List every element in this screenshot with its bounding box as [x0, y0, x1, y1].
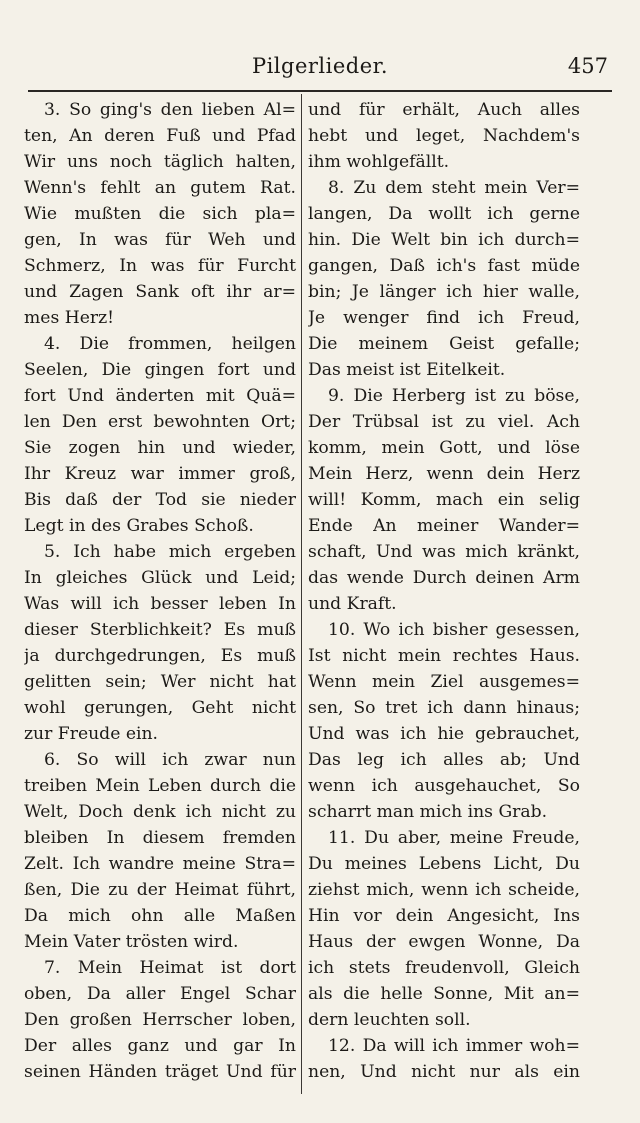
- text-line: ihm wohlgefällt.: [308, 152, 450, 172]
- text-line: 6. So will ich zwar nun: [44, 750, 296, 770]
- text-line: dieser Sterblichkeit? Es muß: [24, 620, 296, 640]
- text-line: wohl gerungen, Geht nicht: [24, 698, 296, 718]
- text-line: Der Trübsal ist zu viel. Ach: [308, 412, 580, 432]
- text-line: Die meinem Geist gefalle;: [308, 334, 580, 354]
- text-line: Hin vor dein Angesicht, Ins: [308, 906, 580, 926]
- left-column: [24, 97, 296, 1085]
- text-line: sen, So tret ich dann hinaus;: [308, 698, 580, 718]
- column-divider: [301, 94, 302, 1094]
- text-line: Das meist ist Eitelkeit.: [308, 360, 506, 380]
- text-line: nen, Und nicht nur als ein: [308, 1062, 580, 1082]
- text-line: als die helle Sonne, Mit an=: [308, 984, 580, 1004]
- text-line: Ist nicht mein rechtes Haus.: [308, 646, 580, 666]
- text-line: seinen Händen träget Und für: [24, 1062, 296, 1082]
- text-line: Zelt. Ich wandre meine Stra=: [24, 854, 296, 874]
- text-line: 11. Du aber, meine Freude,: [328, 828, 580, 848]
- text-line: Haus der ewgen Wonne, Da: [308, 932, 580, 952]
- right-column: [308, 97, 580, 1085]
- text-line: bleiben In diesem fremden: [24, 828, 296, 848]
- text-line: fort Und änderten mit Quä=: [24, 386, 296, 406]
- text-line: 10. Wo ich bisher gesessen,: [328, 620, 580, 640]
- text-line: will! Komm, mach ein selig: [308, 490, 580, 510]
- running-title: Pilgerlieder.: [251, 54, 389, 78]
- text-line: und Zagen Sank oft ihr ar=: [24, 282, 296, 302]
- text-line: Wenn's fehlt an gutem Rat.: [24, 178, 296, 198]
- text-line: ja durchgedrungen, Es muß: [24, 646, 296, 666]
- text-line: 9. Die Herberg ist zu böse,: [328, 386, 580, 406]
- text-line: gelitten sein; Wer nicht hat: [24, 672, 296, 692]
- text-line: mes Herz!: [24, 308, 115, 328]
- text-line: Wie mußten die sich pla=: [24, 204, 296, 224]
- text-line: Den großen Herrscher loben,: [24, 1010, 296, 1030]
- page-header: [28, 52, 612, 86]
- text-line: Mein Herz, wenn dein Herz: [308, 464, 580, 484]
- text-line: dern leuchten soll.: [308, 1010, 471, 1030]
- text-line: Sie zogen hin und wieder,: [24, 438, 296, 458]
- text-line: zur Freude ein.: [24, 724, 159, 744]
- text-line: Wir uns noch täglich halten,: [24, 152, 296, 172]
- text-line: ziehst mich, wenn ich scheide,: [308, 880, 580, 900]
- text-line: Seelen, Die gingen fort und: [24, 360, 296, 380]
- text-line: Bis daß der Tod sie nieder: [24, 490, 296, 510]
- text-line: Schmerz, In was für Furcht: [24, 256, 296, 276]
- page-number: 457: [567, 54, 608, 78]
- text-line: treiben Mein Leben durch die: [24, 776, 296, 796]
- text-line: Du meines Lebens Licht, Du: [308, 854, 580, 874]
- text-line: das wende Durch deinen Arm: [308, 568, 580, 588]
- text-line: Ende An meiner Wander=: [308, 516, 580, 536]
- text-line: komm, mein Gott, und löse: [308, 438, 580, 458]
- text-line: Mein Vater trösten wird.: [24, 932, 239, 952]
- text-line: 3. So ging's den lieben Al=: [44, 100, 296, 120]
- text-line: Ihr Kreuz war immer groß,: [24, 464, 296, 484]
- text-line: Da mich ohn alle Maßen: [24, 906, 296, 926]
- text-line: hebt und leget, Nachdem's: [308, 126, 580, 146]
- text-line: 4. Die frommen, heilgen: [44, 334, 296, 354]
- text-line: schaft, Und was mich kränkt,: [308, 542, 580, 562]
- text-line: Was will ich besser leben In: [24, 594, 296, 614]
- text-line: ich stets freudenvoll, Gleich: [308, 958, 580, 978]
- text-line: wenn ich ausgehauchet, So: [308, 776, 580, 796]
- text-line: Legt in des Grabes Schoß.: [24, 516, 254, 536]
- header-rule: [28, 90, 612, 92]
- text-line: bin; Je länger ich hier walle,: [308, 282, 580, 302]
- text-line: In gleiches Glück und Leid;: [24, 568, 296, 588]
- text-line: Der alles ganz und gar In: [24, 1036, 296, 1056]
- text-line: 12. Da will ich immer woh=: [328, 1036, 580, 1056]
- text-line: hin. Die Welt bin ich durch=: [308, 230, 580, 250]
- text-line: gen, In was für Weh und: [24, 230, 296, 250]
- text-line: scharrt man mich ins Grab.: [308, 802, 548, 822]
- text-line: ßen, Die zu der Heimat führt,: [24, 880, 296, 900]
- text-line: len Den erst bewohnten Ort;: [24, 412, 296, 432]
- text-line: Je wenger find ich Freud,: [308, 308, 580, 328]
- text-line: oben, Da aller Engel Schar: [24, 984, 296, 1004]
- text-line: ten, An deren Fuß und Pfad: [24, 126, 296, 146]
- text-line: 8. Zu dem steht mein Ver=: [328, 178, 580, 198]
- text-line: langen, Da wollt ich gerne: [308, 204, 580, 224]
- text-line: 7. Mein Heimat ist dort: [44, 958, 296, 978]
- text-line: und für erhält, Auch alles: [308, 100, 580, 120]
- text-line: Und was ich hie gebrauchet,: [308, 724, 580, 744]
- text-line: und Kraft.: [308, 594, 397, 614]
- text-line: Welt, Doch denk ich nicht zu: [24, 802, 296, 822]
- text-line: 5. Ich habe mich ergeben: [44, 542, 296, 562]
- text-line: gangen, Daß ich's fast müde: [308, 256, 580, 276]
- text-line: Wenn mein Ziel ausgemes=: [308, 672, 580, 692]
- text-line: Das leg ich alles ab; Und: [308, 750, 580, 770]
